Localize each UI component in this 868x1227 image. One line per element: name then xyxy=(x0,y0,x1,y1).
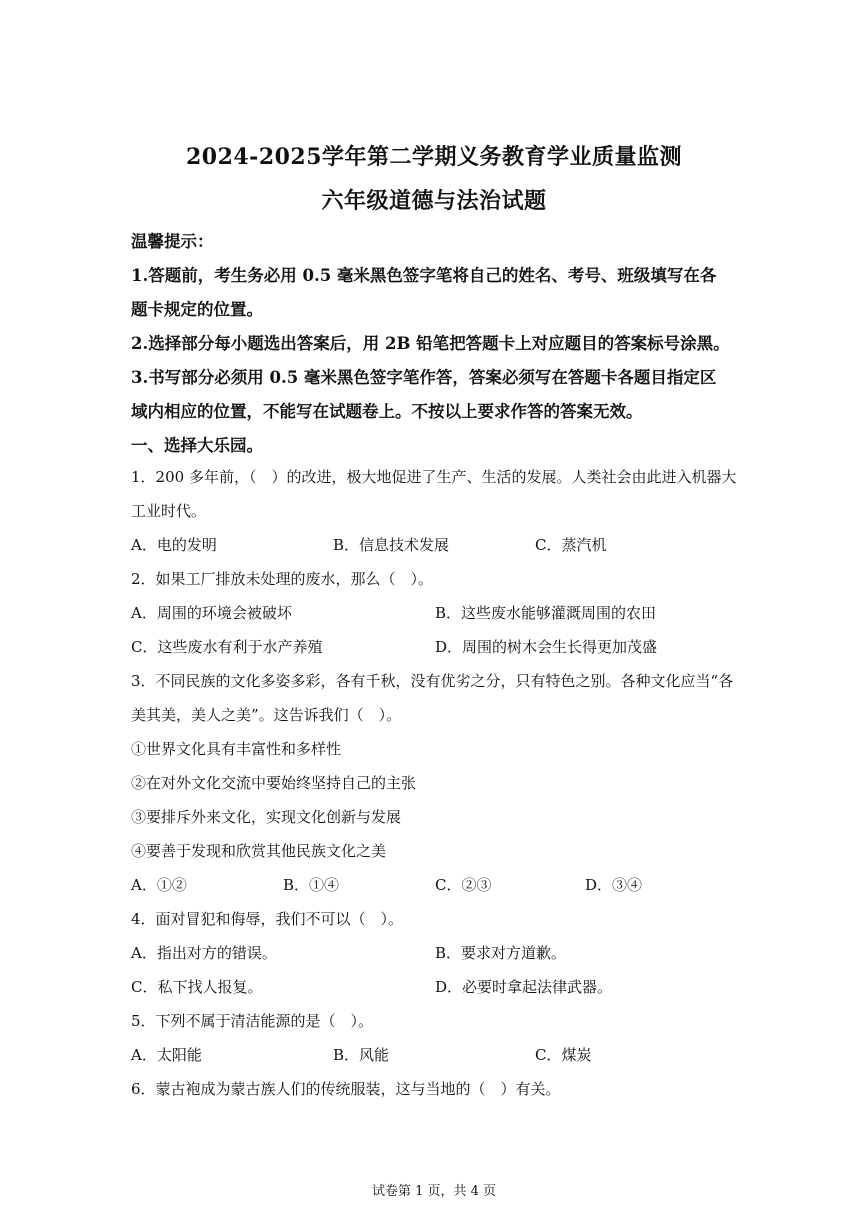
notice-item-3-cont: 域内相应的位置，不能写在试题卷上。不按以上要求作答的答案无效。 xyxy=(131,402,643,421)
q2-option-b: B．这些废水能够灌溉周围的农田 xyxy=(435,604,657,622)
q3-option-a: A．①② xyxy=(131,876,187,894)
q4-option-c: C．私下找人报复。 xyxy=(131,978,263,996)
q3-statement-1: ①世界文化具有丰富性和多样性 xyxy=(131,740,342,758)
q3-option-d: D．③④ xyxy=(585,876,643,894)
q2-option-a: A．周围的环境会被破坏 xyxy=(131,604,292,622)
q3-option-c: C．②③ xyxy=(435,876,492,894)
question-2-stem: 2．如果工厂排放未处理的废水，那么（ ）。 xyxy=(131,570,434,588)
q3-option-b: B．①④ xyxy=(283,876,340,894)
q2-option-d: D．周围的树木会生长得更加茂盛 xyxy=(435,638,658,656)
notice-item-1: 1.答题前，考生务必用 0.5 毫米黑色签字笔将自己的姓名、考号、班级填写在各 xyxy=(131,266,717,285)
q5-option-c: C．煤炭 xyxy=(535,1046,592,1064)
notice-item-1-cont: 题卡规定的位置。 xyxy=(131,300,263,319)
q1-option-b: B．信息技术发展 xyxy=(333,536,450,554)
q2-option-c: C．这些废水有利于水产养殖 xyxy=(131,638,323,656)
notice-heading: 温馨提示： xyxy=(131,232,214,251)
exam-subtitle: 六年级道德与法治试题 xyxy=(321,188,547,214)
q3-statement-2: ②在对外文化交流中要始终坚持自己的主张 xyxy=(131,774,417,792)
question-4-stem: 4．面对冒犯和侮辱，我们不可以（ ）。 xyxy=(131,910,404,928)
exam-title: 2024-2025学年第二学期义务教育学业质量监测 xyxy=(185,144,683,170)
question-5-stem: 5．下列不属于清洁能源的是（ ）。 xyxy=(131,1012,374,1030)
q5-option-b: B．风能 xyxy=(333,1046,390,1064)
page-footer: 试卷第 1 页，共 4 页 xyxy=(371,1184,497,1199)
question-1-stem: 1．200 多年前，（ ）的改进，极大地促进了生产、生活的发展。人类社会由此进入机器大 xyxy=(131,468,737,486)
q3-statement-4: ④要善于发现和欣赏其他民族文化之美 xyxy=(131,842,387,860)
section-heading: 一、选择大乐园。 xyxy=(131,436,263,455)
question-3-stem-cont: 美其美，美人之美”。这告诉我们（ ）。 xyxy=(131,706,402,724)
q1-option-c: C．蒸汽机 xyxy=(535,536,607,554)
q4-option-b: B．要求对方道歉。 xyxy=(435,944,567,962)
question-3-stem: 3．不同民族的文化多姿多彩，各有千秋，没有优劣之分，只有特色之别。各种文化应当“各 xyxy=(131,672,734,690)
notice-item-3: 3.书写部分必须用 0.5 毫米黑色签字笔作答，答案必须写在答题卡各题目指定区 xyxy=(131,368,717,387)
notice-item-2: 2.选择部分每小题选出答案后，用 2B 铅笔把答题卡上对应题目的答案标号涂黑。 xyxy=(131,334,730,353)
q1-option-a: A．电的发明 xyxy=(131,536,217,554)
q4-option-d: D．必要时拿起法律武器。 xyxy=(435,978,613,996)
question-6-stem: 6．蒙古袍成为蒙古族人们的传统服装，这与当地的（ ）有关。 xyxy=(131,1080,561,1098)
question-1-stem-cont: 工业时代。 xyxy=(131,502,207,520)
q5-option-a: A．太阳能 xyxy=(131,1046,202,1064)
q4-option-a: A．指出对方的错误。 xyxy=(131,944,277,962)
q3-statement-3: ③要排斥外来文化，实现文化创新与发展 xyxy=(131,808,402,826)
